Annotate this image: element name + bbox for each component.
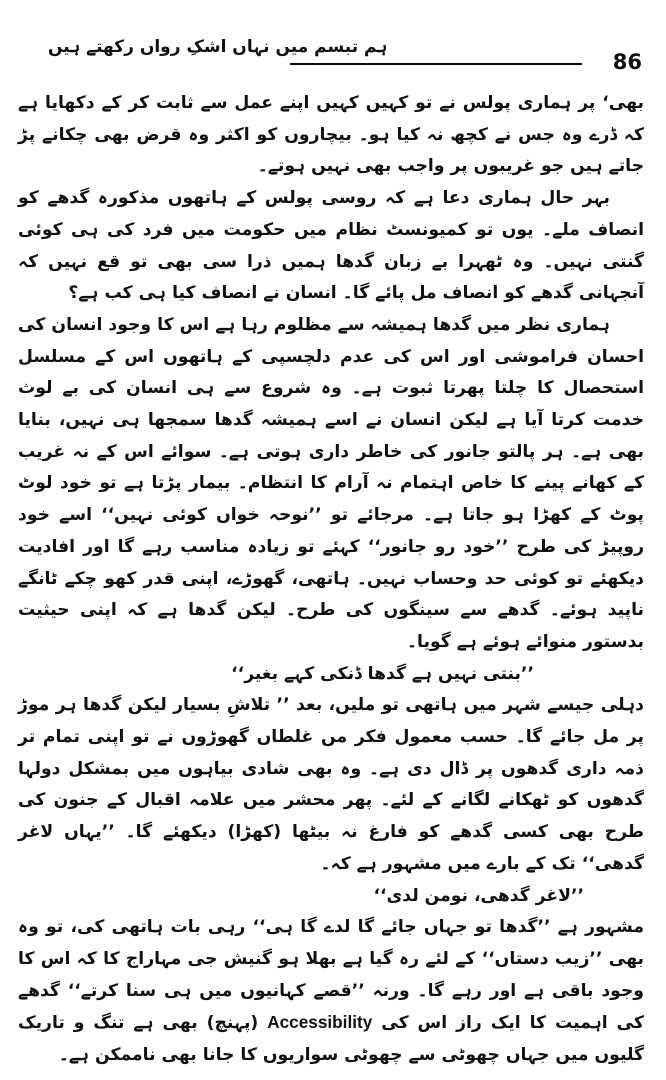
page-header bbox=[18, 30, 644, 88]
quote-couplet-1: ’’بنتی نہیں ہے گدھا ڈنکی کہے بغیر‘‘ bbox=[231, 663, 534, 684]
paragraph-5: مشہور ہے ’’گدھا تو جہاں جائے گا لدے گا ہی‘‘ رہی بات ہاتھی کی، تو وہ بھی ’’زیب دستاں‘‘ کے لئے رہ گیا ہے بھلا ہو گنیش جی مہاراج کا کہ اس کا وجود باقی ہے اور رہے گا۔ ورنہ ’’قصے کہانیوں میں ہی سنا کرتے‘‘ گدھے کی اہمیت کا ایک راز اس کی Accessibility (پہنچ) بھی ہے تنگ و تاریک گلیوں میں جہاں چھوٹی سے چھوٹی سواریوں کا جانا بھی ناممکن ہے۔ bbox=[18, 917, 644, 1066]
paragraph-4: دہلی جیسے شہر میں ہاتھی تو ملیں، بعد ’’ تلاشِ بسیار لیکن گدھا ہر موڑ پر مل جائے گا۔ حسب معمول فکر مں غلطاں گھوڑوں نے تو اپنی تمام تر ذمہ داری گدھوں پر ڈال دی ہے۔ وہ بھی شادی بیاہوں میں بمشکل دولہا گدھوں کو ٹھکانے لگانے کے لئے۔ پھر محشر میں علامہ اقبال کے جنون کی طرح بھی کسی گدھے کو فارغ نہ بیٹھا (کھڑا) دیکھئے گا۔ ’’یہاں لاغر گدھی‘‘ تک کے بارے میں مشہور ہے کہ۔ bbox=[18, 695, 644, 874]
english-term: Accessibility bbox=[267, 1012, 373, 1033]
body-text bbox=[18, 88, 644, 1072]
paragraph-1: بھی‘ پر ہماری پولس نے تو کہیں کہیں اپنے عمل سے ثابت کر کے دکھایا ہے کہ ڈرے وہ جس نے کچھ نہ کیا ہو۔ بیچاروں کو اکثر وہ قرض بھی چکانے پڑ جاتے ہیں جو غریبوں پر واجب بھی نہیں ہوتے۔ bbox=[18, 93, 644, 177]
paragraph-2: بہر حال ہماری دعا ہے کہ روسی پولس کے ہاتھوں مذکورہ گدھے کو انصاف ملے۔ یوں تو کمیونسٹ نظام میں حکومت میں فرد کی ہی کوئی گنتی نہیں۔ وہ ٹھہرا بے زبان گدھا ہمیں ذرا سی بھی تو قع نہیں کہ آنجہانی گدھے کو انصاف مل پائے گا۔ انسان نے انصاف کیا ہی کب ہے؟ bbox=[18, 188, 644, 304]
header-rule bbox=[290, 63, 582, 65]
paragraph-3: ہماری نظر میں گدھا ہمیشہ سے مظلوم رہا ہے اس کا وجود انسان کی احسان فراموشی اور اس کی عدم دلچسپی کے ہاتھوں اس کے مسلسل استحصال کا چلتا پھرتا ثبوت ہے۔ وہ شروع سے ہی انسان کی بے لوث خدمت کرتا آیا ہے لیکن انسان نے اسے ہمیشہ گدھا سمجھا ہی نہیں، بنایا بھی ہے۔ ہر پالتو جانور کی خاطر داری ہوتی ہے۔ سوائے اس کے نہ غریب کے کھانے پینے کا خاص اہتمام نہ آرام کا انتظام۔ بیمار پڑتا ہے تو خود لوٹ پوٹ کے کھڑا ہو جاتا ہے۔ مرجائے تو ’’نوحہ خواں کوئی نہیں‘‘ اسے خود روپیڑ کی طرح ’’خود رو جانور‘‘ کہئے تو زیادہ مناسب رہے گا اور افادیت دیکھئے تو کوئی حد وحساب نہیں۔ ہاتھی، گھوڑے، اپنی قدر کھو چکے ٹانگے ناپید ہوئے۔ گدھے سے سینگوں کی طرح۔ لیکن گدھا ہے کہ اپنی حیثیت بدستور منوائے ہوئے ہے گویا۔ bbox=[18, 314, 644, 652]
page-number: 86 bbox=[612, 50, 642, 74]
running-title: ہم تبسم میں نہاں اشکِ رواں رکھتے ہیں bbox=[48, 37, 388, 57]
quote-proverb: ’’لاغر گدھی، نومن لدی‘‘ bbox=[373, 885, 584, 906]
